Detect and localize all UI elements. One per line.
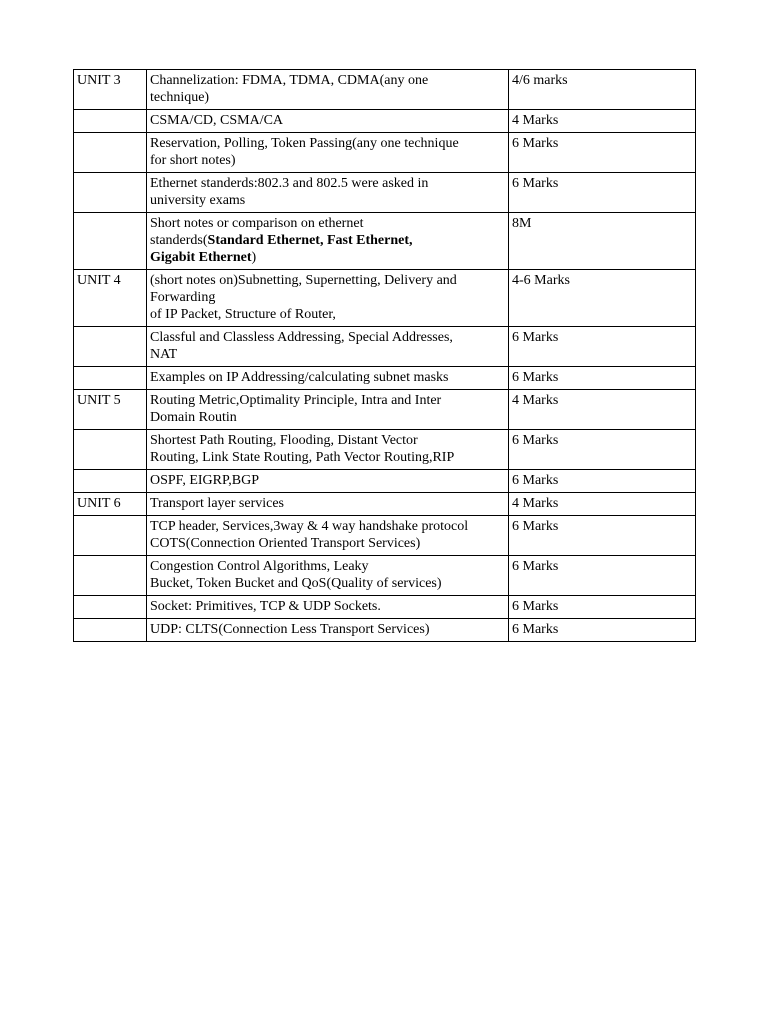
marks-cell: 6 Marks [509, 327, 696, 367]
table-row [74, 619, 696, 642]
bold-ethernet-types: Standard Ethernet, Fast Ethernet, [207, 233, 413, 248]
table-row [74, 596, 696, 619]
marks-cell: 6 Marks [509, 430, 696, 470]
topic-cell: Examples on IP Addressing/calculating subnet masks [147, 367, 509, 390]
table-row [74, 173, 696, 213]
table-row [74, 367, 696, 390]
topic-cell: Reservation, Polling, Token Passing(any one technique for short notes) [147, 133, 509, 173]
unit-cell [74, 619, 147, 642]
unit-cell: UNIT 4 [74, 270, 147, 327]
marks-cell: 6 Marks [509, 470, 696, 493]
unit-cell [74, 133, 147, 173]
table-row [74, 70, 696, 110]
table-row [74, 133, 696, 173]
marks-cell: 4 Marks [509, 493, 696, 516]
table-row [74, 327, 696, 367]
marks-cell: 6 Marks [509, 619, 696, 642]
marks-cell: 6 Marks [509, 556, 696, 596]
topic-cell: Socket: Primitives, TCP & UDP Sockets. [147, 596, 509, 619]
unit-cell [74, 110, 147, 133]
table-row [74, 430, 696, 470]
unit-cell [74, 173, 147, 213]
unit-cell [74, 556, 147, 596]
topic-cell: Routing Metric,Optimality Principle, Intra and Inter Domain Routin [147, 390, 509, 430]
unit-cell: UNIT 5 [74, 390, 147, 430]
table-row [74, 470, 696, 493]
unit-cell [74, 470, 147, 493]
topic-cell: Short notes or comparison on ethernet standerds(Standard Ethernet, Fast Ethernet, Gigabit Ethernet) [147, 213, 509, 270]
marks-cell: 4-6 Marks [509, 270, 696, 327]
table-row [74, 213, 696, 270]
unit-cell [74, 327, 147, 367]
unit-cell [74, 516, 147, 556]
marks-cell: 6 Marks [509, 133, 696, 173]
unit-cell [74, 430, 147, 470]
topic-cell: Transport layer services [147, 493, 509, 516]
topic-cell: OSPF, EIGRP,BGP [147, 470, 509, 493]
marks-cell: 6 Marks [509, 516, 696, 556]
table-row [74, 110, 696, 133]
table-row [74, 493, 696, 516]
topic-cell: (short notes on)Subnetting, Supernetting, Delivery and Forwarding of IP Packet, Structure of Router, [147, 270, 509, 327]
table-row [74, 516, 696, 556]
unit-cell: UNIT 6 [74, 493, 147, 516]
unit-cell [74, 367, 147, 390]
topic-cell: Classful and Classless Addressing, Special Addresses, NAT [147, 327, 509, 367]
topic-cell: Ethernet standerds:802.3 and 802.5 were asked in university exams [147, 173, 509, 213]
topic-cell: Channelization: FDMA, TDMA, CDMA(any one technique) [147, 70, 509, 110]
marks-cell: 4/6 marks [509, 70, 696, 110]
marks-cell: 4 Marks [509, 110, 696, 133]
topic-cell: Congestion Control Algorithms, Leaky Bucket, Token Bucket and QoS(Quality of services) [147, 556, 509, 596]
table-row [74, 270, 696, 327]
marks-cell: 8M [509, 213, 696, 270]
unit-cell [74, 213, 147, 270]
marks-cell: 4 Marks [509, 390, 696, 430]
table-row [74, 390, 696, 430]
topic-cell: Shortest Path Routing, Flooding, Distant Vector Routing, Link State Routing, Path Vector Routing,RIP [147, 430, 509, 470]
topic-cell: TCP header, Services,3way & 4 way handshake protocol COTS(Connection Oriented Transport Services) [147, 516, 509, 556]
marks-cell: 6 Marks [509, 367, 696, 390]
bold-gigabit-ethernet: Gigabit Ethernet [150, 250, 252, 265]
marks-cell: 6 Marks [509, 173, 696, 213]
topic-cell: CSMA/CD, CSMA/CA [147, 110, 509, 133]
unit-cell [74, 596, 147, 619]
syllabus-table [73, 69, 696, 642]
marks-cell: 6 Marks [509, 596, 696, 619]
topic-cell: UDP: CLTS(Connection Less Transport Services) [147, 619, 509, 642]
unit-cell: UNIT 3 [74, 70, 147, 110]
table-row [74, 556, 696, 596]
